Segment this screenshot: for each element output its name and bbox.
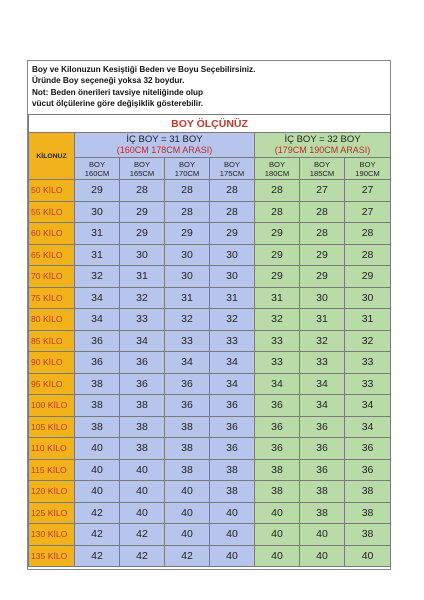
size-cell: 29: [345, 266, 391, 288]
size-cell: 36: [75, 352, 120, 374]
size-table: [28, 114, 391, 567]
boy-height: 175CM: [219, 168, 245, 178]
table-row: [29, 502, 391, 524]
group-range: (179CM 190CM ARASI): [274, 145, 371, 155]
size-cell: 28: [255, 201, 300, 223]
boy-label: BOY: [178, 159, 196, 169]
size-cell: 28: [210, 201, 255, 223]
size-cell: 31: [120, 266, 165, 288]
kilo-cell: 135 KİLO: [29, 545, 75, 567]
size-cell: 40: [120, 459, 165, 481]
table-row: [29, 309, 391, 331]
boy-column-header: [210, 158, 255, 180]
size-cell: 34: [75, 309, 120, 331]
size-cell: 36: [345, 459, 391, 481]
boy-column-header: [120, 158, 165, 180]
kilo-cell: 90 KİLO: [29, 352, 75, 374]
size-cell: 32: [300, 330, 345, 352]
size-cell: 38: [75, 416, 120, 438]
size-cell: 33: [165, 330, 210, 352]
size-cell: 30: [165, 244, 210, 266]
note-line-3: Not: Beden önerileri tavsiye niteliğinde olup: [32, 87, 204, 97]
group-range: (160CM 178CM ARASI): [116, 145, 213, 155]
boy-column-header: [300, 158, 345, 180]
size-cell: 36: [255, 416, 300, 438]
size-cell: 34: [300, 373, 345, 395]
kilo-cell: 60 KİLO: [29, 223, 75, 245]
size-cell: 28: [345, 223, 391, 245]
size-cell: 40: [165, 524, 210, 546]
size-cell: 32: [345, 330, 391, 352]
size-cell: 40: [345, 545, 391, 567]
size-cell: 40: [75, 459, 120, 481]
table-row: [29, 459, 391, 481]
size-cell: 40: [75, 481, 120, 503]
size-cell: 31: [165, 287, 210, 309]
size-cell: 30: [210, 266, 255, 288]
table-row: [29, 201, 391, 223]
size-cell: 28: [210, 180, 255, 202]
size-cell: 36: [120, 373, 165, 395]
table-row: [29, 287, 391, 309]
size-cell: 29: [120, 201, 165, 223]
kilo-cell: 120 KİLO: [29, 481, 75, 503]
boy-column-header: [75, 158, 120, 180]
size-cell: 34: [345, 395, 391, 417]
size-cell: 34: [210, 352, 255, 374]
size-cell: 34: [345, 416, 391, 438]
size-cell: 34: [210, 373, 255, 395]
size-cell: 31: [345, 309, 391, 331]
size-cell: 27: [300, 180, 345, 202]
size-cell: 28: [300, 201, 345, 223]
group-label: İÇ BOY = 32 BOY: [284, 134, 361, 145]
boy-label: BOY: [313, 159, 331, 169]
size-cell: 32: [165, 309, 210, 331]
boy-column-header: [165, 158, 210, 180]
size-cell: 40: [210, 502, 255, 524]
boy-height: 190CM: [355, 168, 380, 178]
size-cell: 36: [165, 373, 210, 395]
size-cell: 29: [255, 223, 300, 245]
kilo-cell: 85 KİLO: [29, 330, 75, 352]
note-line-4: vücut ölçülerine göre değişiklik gösterebilir.: [32, 99, 204, 109]
kilo-cell: 55 KİLO: [29, 201, 75, 223]
size-cell: 34: [255, 373, 300, 395]
boy-height: 165CM: [129, 168, 155, 178]
table-row: [29, 373, 391, 395]
kilo-cell: 100 KİLO: [29, 395, 75, 417]
size-cell: 34: [120, 330, 165, 352]
table-row: [29, 545, 391, 567]
size-cell: 33: [210, 330, 255, 352]
table-row: [29, 481, 391, 503]
size-cell: 28: [165, 180, 210, 202]
kilo-cell: 95 KİLO: [29, 373, 75, 395]
boy-column-header: [255, 158, 300, 180]
size-cell: 33: [345, 352, 391, 374]
size-cell: 36: [75, 330, 120, 352]
size-cell: 34: [165, 352, 210, 374]
size-cell: 38: [300, 502, 345, 524]
size-cell: 38: [120, 395, 165, 417]
size-cell: 40: [75, 438, 120, 460]
size-cell: 36: [300, 416, 345, 438]
size-cell: 36: [210, 395, 255, 417]
size-cell: 38: [300, 481, 345, 503]
size-cell: 38: [255, 481, 300, 503]
size-cell: 38: [345, 524, 391, 546]
size-cell: 40: [255, 524, 300, 546]
size-cell: 30: [300, 287, 345, 309]
size-cell: 33: [345, 373, 391, 395]
size-cell: 36: [210, 416, 255, 438]
size-cell: 28: [120, 180, 165, 202]
size-cell: 30: [345, 287, 391, 309]
kilo-cell: 105 KİLO: [29, 416, 75, 438]
kilo-cell: 75 KİLO: [29, 287, 75, 309]
size-cell: 38: [75, 373, 120, 395]
note-line-2: Üründe Boy seçeneği yoksa 32 boydur.: [32, 76, 185, 86]
group-header-32: [255, 133, 391, 158]
size-cell: 30: [210, 244, 255, 266]
boy-height: 180CM: [264, 168, 290, 178]
size-cell: 29: [165, 223, 210, 245]
table-row: [29, 244, 391, 266]
kilo-cell: 125 KİLO: [29, 502, 75, 524]
size-cell: 40: [255, 545, 300, 567]
size-cell: 36: [165, 395, 210, 417]
size-cell: 29: [75, 180, 120, 202]
size-cell: 42: [120, 545, 165, 567]
size-cell: 30: [165, 266, 210, 288]
size-cell: 36: [300, 438, 345, 460]
size-cell: 42: [75, 502, 120, 524]
table-row: [29, 223, 391, 245]
size-cell: 38: [165, 416, 210, 438]
size-cell: 27: [345, 201, 391, 223]
size-cell: 33: [300, 352, 345, 374]
size-cell: 36: [120, 352, 165, 374]
size-cell: 38: [165, 459, 210, 481]
size-cell: 33: [255, 330, 300, 352]
size-cell: 36: [345, 438, 391, 460]
kilo-cell: 50 KİLO: [29, 180, 75, 202]
size-cell: 42: [75, 524, 120, 546]
size-cell: 31: [75, 244, 120, 266]
table-row: [29, 438, 391, 460]
boy-label: BOY: [359, 159, 376, 169]
size-cell: 40: [210, 545, 255, 567]
size-cell: 40: [300, 545, 345, 567]
size-cell: 30: [75, 201, 120, 223]
size-cell: 33: [120, 309, 165, 331]
size-cell: 29: [120, 223, 165, 245]
size-cell: 32: [255, 309, 300, 331]
size-cell: 36: [210, 438, 255, 460]
size-cell: 31: [210, 287, 255, 309]
table-row: [29, 524, 391, 546]
size-cell: 36: [255, 395, 300, 417]
size-cell: 38: [165, 438, 210, 460]
size-cell: 38: [120, 416, 165, 438]
boy-height: 185CM: [309, 168, 335, 178]
size-cell: 29: [210, 223, 255, 245]
size-cell: 38: [210, 481, 255, 503]
size-cell: 28: [255, 180, 300, 202]
boy-label: BOY: [133, 159, 151, 169]
size-cell: 28: [300, 223, 345, 245]
kilo-header: KİLONUZ: [29, 133, 75, 180]
size-cell: 34: [300, 395, 345, 417]
size-cell: 40: [255, 502, 300, 524]
kilo-cell: 80 KİLO: [29, 309, 75, 331]
size-cell: 42: [165, 545, 210, 567]
size-cell: 31: [75, 223, 120, 245]
size-cell: 32: [210, 309, 255, 331]
size-cell: 29: [300, 266, 345, 288]
table-row: [29, 330, 391, 352]
group-header-31: [75, 133, 255, 158]
kilo-cell: 130 KİLO: [29, 524, 75, 546]
size-cell: 40: [120, 481, 165, 503]
kilo-cell: 70 KİLO: [29, 266, 75, 288]
table-title: BOY ÖLÇÜNÜZ: [29, 115, 391, 133]
boy-label: BOY: [88, 159, 106, 169]
size-cell: 40: [165, 502, 210, 524]
table-row: [29, 352, 391, 374]
table-row: [29, 395, 391, 417]
kilo-cell: 115 KİLO: [29, 459, 75, 481]
size-cell: 31: [255, 287, 300, 309]
boy-header-row: [29, 158, 391, 180]
size-cell: 31: [300, 309, 345, 331]
size-cell: 27: [345, 180, 391, 202]
size-cell: 29: [300, 244, 345, 266]
boy-label: BOY: [268, 159, 286, 169]
size-cell: 42: [75, 545, 120, 567]
size-cell: 42: [120, 524, 165, 546]
size-cell: 40: [300, 524, 345, 546]
table-row: [29, 266, 391, 288]
note-line-1: Boy ve Kilonuzun Kesiştiği Beden ve Boyu Seçebilirsiniz.: [32, 65, 256, 74]
table-row: [29, 180, 391, 202]
size-cell: 28: [345, 244, 391, 266]
kilo-cell: 65 KİLO: [29, 244, 75, 266]
table-row: [29, 416, 391, 438]
size-cell: 40: [120, 502, 165, 524]
size-cell: 38: [210, 459, 255, 481]
size-cell: 38: [345, 481, 391, 503]
size-cell: 32: [75, 266, 120, 288]
size-cell: 36: [255, 438, 300, 460]
size-cell: 30: [120, 244, 165, 266]
group-label: İÇ BOY = 31 BOY: [126, 134, 203, 145]
boy-height: 160CM: [84, 168, 110, 178]
notes-block: [28, 61, 390, 113]
size-cell: 28: [165, 201, 210, 223]
size-cell: 40: [165, 481, 210, 503]
size-cell: 38: [255, 459, 300, 481]
size-cell: 32: [120, 287, 165, 309]
size-cell: 38: [120, 438, 165, 460]
size-cell: 34: [75, 287, 120, 309]
size-cell: 36: [300, 459, 345, 481]
kilo-cell: 110 KİLO: [29, 438, 75, 460]
size-cell: 33: [255, 352, 300, 374]
size-cell: 38: [75, 395, 120, 417]
boy-height: 170CM: [174, 168, 200, 178]
size-cell: 29: [255, 266, 300, 288]
size-cell: 29: [255, 244, 300, 266]
size-cell: 40: [210, 524, 255, 546]
boy-label: BOY: [223, 159, 241, 169]
size-chart: [27, 60, 391, 570]
size-cell: 38: [345, 502, 391, 524]
boy-column-header: [345, 158, 391, 180]
